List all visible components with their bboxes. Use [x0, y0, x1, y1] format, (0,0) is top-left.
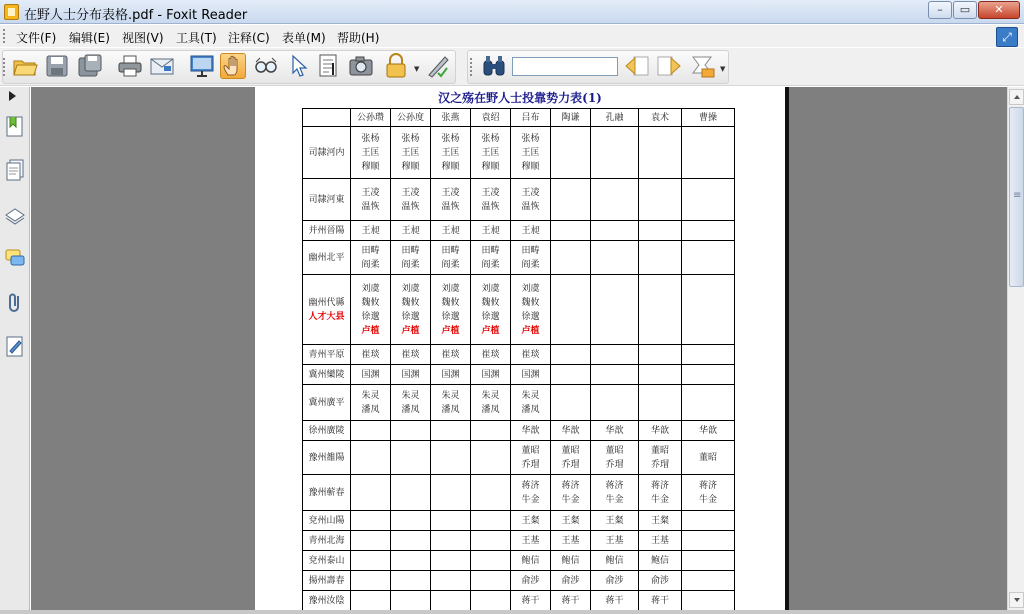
table-cell: 崔琰 [391, 345, 431, 365]
table-cell [431, 591, 471, 611]
table-cell: 刘虞 魏攸 徐邈 卢植 [471, 275, 511, 345]
rms-dropdown-arrow[interactable]: ▼ [414, 65, 420, 73]
document-title: 汉之殇在野人士投靠势力表(1) [438, 91, 602, 105]
table-row [303, 421, 735, 441]
expand-panel-icon[interactable] [9, 91, 16, 101]
table-row [303, 531, 735, 551]
table-cell [391, 511, 431, 531]
table-cell [591, 385, 639, 421]
page-edge-shadow [785, 87, 789, 610]
table-cell [551, 385, 591, 421]
table-cell: 王凌 温恢 [431, 179, 471, 221]
menu-forms[interactable]: 表单(M) [282, 31, 326, 45]
table-cell: 蒋济 牛金 [551, 475, 591, 511]
table-cell [391, 571, 431, 591]
comments-icon[interactable] [5, 247, 25, 269]
toolbar-grip[interactable] [3, 58, 6, 76]
table-cell [431, 511, 471, 531]
toolbar-grip-find[interactable] [470, 58, 473, 76]
menu-comments[interactable]: 注释(C) [228, 31, 270, 45]
table-row [303, 345, 735, 365]
highlight-results-icon[interactable] [690, 53, 716, 79]
region-cell: 并州晉陽 [303, 221, 351, 241]
restore-window-icon[interactable]: ⤢ [996, 27, 1018, 47]
table-row [303, 591, 735, 611]
menu-grip[interactable] [3, 29, 6, 43]
column-header [303, 109, 351, 127]
table-cell: 王基 [551, 531, 591, 551]
select-arrow-icon[interactable] [285, 53, 311, 79]
table-cell [431, 421, 471, 441]
table-cell: 王凌 温恢 [351, 179, 391, 221]
table-cell: 董昭 乔瑁 [511, 441, 551, 475]
highlighted-name: 卢植 [441, 325, 460, 336]
table-cell: 王基 [591, 531, 639, 551]
table-cell [591, 179, 639, 221]
scroll-up-button[interactable] [1009, 89, 1024, 105]
table-cell: 王基 [511, 531, 551, 551]
column-header: 吕布 [511, 109, 551, 127]
column-header: 公孙度 [391, 109, 431, 127]
table-cell [682, 365, 735, 385]
table-cell: 王粲 [511, 511, 551, 531]
table-cell [551, 241, 591, 275]
table-cell: 蒋干 [591, 591, 639, 611]
table-cell: 蒋干 [639, 591, 682, 611]
table-cell [351, 571, 391, 591]
table-cell [682, 571, 735, 591]
table-cell [351, 441, 391, 475]
table-cell [391, 441, 431, 475]
sign-icon[interactable] [425, 53, 451, 79]
region-cell: 司隸河東 [303, 179, 351, 221]
table-cell: 王凌 温恢 [511, 179, 551, 221]
table-cell [551, 221, 591, 241]
table-cell [391, 531, 431, 551]
table-cell: 刘虞 魏攸 徐邈 卢植 [511, 275, 551, 345]
table-cell [591, 127, 639, 179]
pdf-page[interactable] [255, 87, 785, 610]
title-bar [0, 0, 1024, 24]
save-as-icon[interactable] [77, 53, 103, 79]
table-cell: 王昶 [351, 221, 391, 241]
table-cell: 蒋干 [511, 591, 551, 611]
table-cell: 王昶 [471, 221, 511, 241]
vertical-scrollbar[interactable] [1007, 87, 1024, 610]
table-row [303, 179, 735, 221]
table-cell: 朱灵 潘凤 [391, 385, 431, 421]
table-cell [471, 511, 511, 531]
table-cell: 王基 [639, 531, 682, 551]
highlighted-name: 卢植 [521, 325, 540, 336]
table-cell [682, 551, 735, 571]
column-header: 袁术 [639, 109, 682, 127]
menu-tools[interactable]: 工具(T) [176, 31, 217, 45]
text-select-icon[interactable] [316, 53, 342, 79]
region-cell: 豫州雒陽 [303, 441, 351, 475]
table-cell: 崔琰 [471, 345, 511, 365]
table-row [303, 275, 735, 345]
presentation-icon[interactable] [189, 53, 215, 79]
table-cell: 蒋干 [551, 591, 591, 611]
table-cell [551, 345, 591, 365]
table-cell: 崔琰 [431, 345, 471, 365]
table-cell: 国渊 [431, 365, 471, 385]
signature-icon[interactable] [5, 335, 25, 357]
table-cell [682, 241, 735, 275]
table-cell [682, 275, 735, 345]
table-row [303, 441, 735, 475]
foxit-app-icon [4, 4, 19, 20]
menu-help[interactable]: 帮助(H) [337, 31, 380, 45]
region-cell: 揚州壽春 [303, 571, 351, 591]
table-cell [471, 571, 511, 591]
column-header: 袁绍 [471, 109, 511, 127]
table-cell: 俞涉 [551, 571, 591, 591]
table-cell [591, 241, 639, 275]
region-cell: 幽州代縣 人才大县 [303, 275, 351, 345]
table-cell: 华歆 [682, 421, 735, 441]
table-cell [391, 421, 431, 441]
table-cell: 鲍信 [591, 551, 639, 571]
table-cell [591, 365, 639, 385]
table-cell: 张杨 王匡 穆顺 [511, 127, 551, 179]
table-cell [682, 179, 735, 221]
table-cell [682, 221, 735, 241]
table-cell [471, 475, 511, 511]
table-cell: 张杨 王匡 穆顺 [391, 127, 431, 179]
table-cell [471, 591, 511, 611]
table-cell [682, 591, 735, 611]
column-header: 孔融 [591, 109, 639, 127]
region-cell: 徐州廣陵 [303, 421, 351, 441]
table-row [303, 511, 735, 531]
table-cell: 俞涉 [511, 571, 551, 591]
table-row [303, 475, 735, 511]
table-cell [391, 551, 431, 571]
save-icon[interactable] [44, 53, 70, 79]
region-cell: 豫州汝陰 [303, 591, 351, 611]
scroll-thumb[interactable] [1009, 107, 1024, 287]
table-cell [551, 127, 591, 179]
table-cell [682, 385, 735, 421]
find-search-input[interactable] [512, 57, 618, 76]
layers-icon[interactable] [5, 203, 25, 225]
table-row [303, 241, 735, 275]
table-cell: 王凌 温恢 [391, 179, 431, 221]
table-cell: 王粲 [639, 511, 682, 531]
highlighted-name: 卢植 [481, 325, 500, 336]
region-cell: 冀州廣平 [303, 385, 351, 421]
table-cell: 俞涉 [591, 571, 639, 591]
table-cell [431, 441, 471, 475]
open-folder-icon[interactable] [12, 53, 38, 79]
table-cell [471, 531, 511, 551]
table-cell [639, 275, 682, 345]
column-header: 张燕 [431, 109, 471, 127]
table-cell: 田畴 阎柔 [431, 241, 471, 275]
region-cell: 青州平原 [303, 345, 351, 365]
loupe-icon[interactable] [253, 53, 279, 79]
table-cell: 蒋济 牛金 [639, 475, 682, 511]
table-cell [431, 571, 471, 591]
table-cell [639, 127, 682, 179]
table-cell: 董昭 乔瑁 [639, 441, 682, 475]
bookmarks-icon[interactable] [5, 115, 25, 137]
column-header: 陶谦 [551, 109, 591, 127]
table-cell [551, 365, 591, 385]
column-header: 曹操 [682, 109, 735, 127]
table-cell: 朱灵 潘凤 [351, 385, 391, 421]
table-cell: 张杨 王匡 穆顺 [471, 127, 511, 179]
table-cell [639, 179, 682, 221]
document-view[interactable] [31, 87, 1007, 610]
find-binoculars-icon[interactable] [481, 53, 507, 79]
table-cell: 华歆 [511, 421, 551, 441]
table-cell: 刘虞 魏攸 徐邈 卢植 [351, 275, 391, 345]
table-cell: 崔琰 [351, 345, 391, 365]
menu-edit[interactable]: 编辑(E) [69, 31, 110, 45]
table-cell [471, 551, 511, 571]
table-cell [351, 475, 391, 511]
region-cell: 青州北海 [303, 531, 351, 551]
table-cell [351, 511, 391, 531]
table-cell: 刘虞 魏攸 徐邈 卢植 [391, 275, 431, 345]
table-cell: 田畴 阎柔 [471, 241, 511, 275]
table-cell: 朱灵 潘凤 [431, 385, 471, 421]
rms-lock-icon[interactable] [383, 53, 409, 79]
region-cell: 司隸河内 [303, 127, 351, 179]
attachments-icon[interactable] [5, 291, 25, 313]
table-header-row [303, 109, 735, 127]
table-cell [591, 345, 639, 365]
menu-bar [0, 25, 1024, 47]
navigation-panel [0, 87, 30, 614]
table-cell [471, 441, 511, 475]
hand-tool-icon[interactable] [220, 53, 246, 79]
region-cell: 幽州北平 [303, 241, 351, 275]
table-cell [351, 531, 391, 551]
table-cell [351, 421, 391, 441]
table-cell: 华歆 [591, 421, 639, 441]
region-cell: 兗州山陽 [303, 511, 351, 531]
table-cell [639, 221, 682, 241]
table-cell: 董昭 乔瑁 [591, 441, 639, 475]
table-cell: 朱灵 潘凤 [511, 385, 551, 421]
table-cell: 国渊 [391, 365, 431, 385]
region-cell: 豫州蕲春 [303, 475, 351, 511]
table-cell [551, 275, 591, 345]
menu-file[interactable]: 文件(F) [16, 31, 57, 45]
table-cell: 王昶 [511, 221, 551, 241]
table-cell [471, 421, 511, 441]
table-cell [351, 591, 391, 611]
region-note: 人才大县 [308, 311, 345, 322]
table-cell: 张杨 王匡 穆顺 [431, 127, 471, 179]
menu-view[interactable]: 视图(V) [122, 31, 164, 45]
table-row [303, 221, 735, 241]
status-bar [0, 610, 1024, 614]
region-cell: 兗州泰山 [303, 551, 351, 571]
table-cell [639, 385, 682, 421]
table-cell [682, 531, 735, 551]
table-row [303, 551, 735, 571]
table-cell: 王粲 [551, 511, 591, 531]
table-cell: 崔琰 [511, 345, 551, 365]
table-cell: 鲍信 [639, 551, 682, 571]
table-cell: 蒋济 牛金 [591, 475, 639, 511]
table-cell [351, 551, 391, 571]
table-cell: 朱灵 潘凤 [471, 385, 511, 421]
table-cell: 俞涉 [639, 571, 682, 591]
region-cell: 冀州欒陵 [303, 365, 351, 385]
table-cell: 董昭 [682, 441, 735, 475]
close-button[interactable]: ✕ [978, 1, 1020, 19]
table-cell: 王粲 [591, 511, 639, 531]
table-cell [391, 591, 431, 611]
table-cell [639, 345, 682, 365]
table-cell: 鲍信 [551, 551, 591, 571]
table-cell: 鲍信 [511, 551, 551, 571]
table-cell: 蒋济 牛金 [682, 475, 735, 511]
table-cell [431, 475, 471, 511]
print-icon[interactable] [117, 53, 143, 79]
table-row [303, 365, 735, 385]
table-cell [591, 221, 639, 241]
table-cell: 张杨 王匡 穆顺 [351, 127, 391, 179]
table-cell [682, 345, 735, 365]
table-row [303, 571, 735, 591]
table-cell: 国渊 [471, 365, 511, 385]
table-cell: 蒋济 牛金 [511, 475, 551, 511]
table-cell [431, 551, 471, 571]
column-header: 公孙瓒 [351, 109, 391, 127]
find-next-icon[interactable] [656, 53, 682, 79]
table-cell: 田畴 阎柔 [511, 241, 551, 275]
minimize-button[interactable]: – [928, 1, 952, 19]
scroll-down-button[interactable] [1009, 592, 1024, 608]
table-cell: 华歆 [551, 421, 591, 441]
table-cell [682, 511, 735, 531]
faction-table [302, 108, 735, 610]
find-previous-icon[interactable] [624, 53, 650, 79]
table-cell [551, 179, 591, 221]
table-cell: 王昶 [391, 221, 431, 241]
maximize-button[interactable]: ▭ [953, 1, 977, 19]
highlight-dropdown-arrow[interactable]: ▼ [720, 65, 726, 73]
table-cell: 刘虞 魏攸 徐邈 卢植 [431, 275, 471, 345]
highlighted-name: 卢植 [361, 325, 380, 336]
table-cell [591, 275, 639, 345]
table-cell [431, 531, 471, 551]
table-cell: 华歆 [639, 421, 682, 441]
table-cell [391, 475, 431, 511]
pages-icon[interactable] [5, 159, 25, 181]
table-row [303, 127, 735, 179]
table-row [303, 385, 735, 421]
table-cell: 王凌 温恢 [471, 179, 511, 221]
table-cell: 王昶 [431, 221, 471, 241]
table-cell [639, 365, 682, 385]
window-title: 在野人士分布表格.pdf - Foxit Reader [24, 8, 248, 23]
table-cell [639, 241, 682, 275]
snapshot-icon[interactable] [348, 53, 374, 79]
email-icon[interactable] [149, 53, 175, 79]
table-cell: 田畴 阎柔 [391, 241, 431, 275]
highlighted-name: 卢植 [401, 325, 420, 336]
table-cell: 国渊 [511, 365, 551, 385]
table-cell: 董昭 乔瑁 [551, 441, 591, 475]
table-cell: 国渊 [351, 365, 391, 385]
table-cell [682, 127, 735, 179]
table-cell: 田畴 阎柔 [351, 241, 391, 275]
